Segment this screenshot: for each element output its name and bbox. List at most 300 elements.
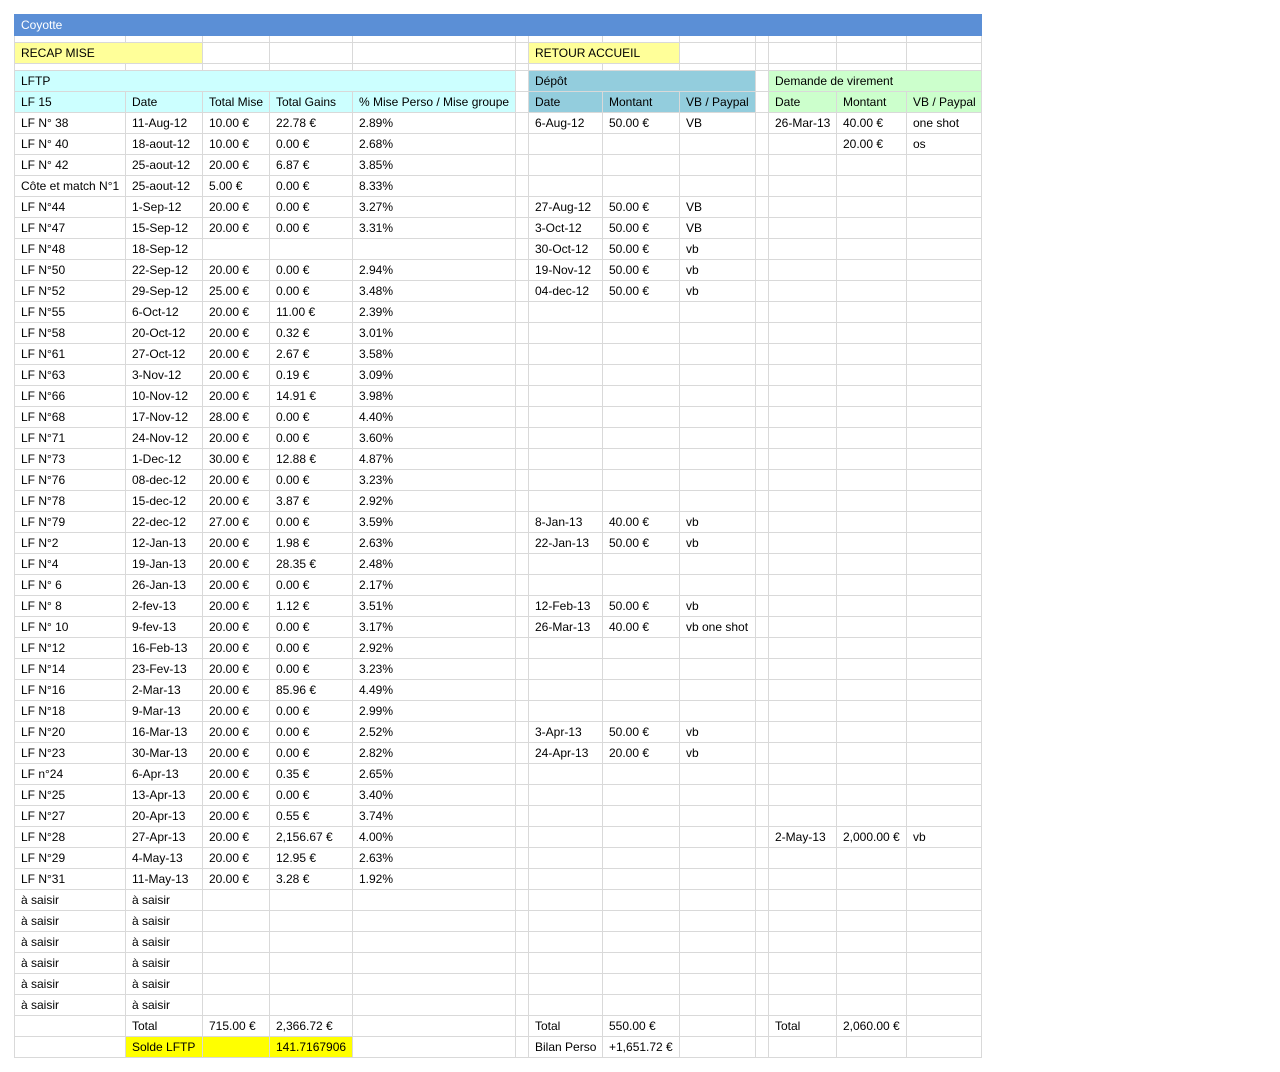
virement-montant-cell: [837, 722, 907, 743]
virement-mode-cell: [907, 701, 982, 722]
lf-name-cell: LF N°16: [15, 680, 126, 701]
depot-date-cell: [529, 659, 603, 680]
virement-montant-cell: [837, 953, 907, 974]
depot-mode-cell: [680, 890, 756, 911]
virement-montant-cell: [837, 680, 907, 701]
table-row: [15, 281, 982, 302]
total-mise-cell: [203, 974, 270, 995]
spacer-cell: [516, 197, 529, 218]
depot-date-cell: [529, 302, 603, 323]
virement-date-cell: [769, 281, 837, 302]
virement-mode-cell: [907, 407, 982, 428]
spacer-cell: [756, 281, 769, 302]
lf-name-cell: LF N°76: [15, 470, 126, 491]
spacer-cell: [516, 449, 529, 470]
depot-mode-cell: [680, 323, 756, 344]
virement-date-cell: [769, 659, 837, 680]
total-mise-cell: 20.00 €: [203, 218, 270, 239]
spacer-cell: [756, 722, 769, 743]
table-row: [15, 302, 982, 323]
depot-montant-cell: [603, 974, 680, 995]
empty-cell: [907, 36, 982, 43]
lf-date-cell: à saisir: [126, 890, 203, 911]
depot-montant-cell: 50.00 €: [603, 218, 680, 239]
lf-name-cell: à saisir: [15, 974, 126, 995]
mise-percent-cell: 2.99%: [353, 701, 516, 722]
table-row: [15, 722, 982, 743]
virement-date-cell: [769, 365, 837, 386]
depot-date-cell: [529, 827, 603, 848]
depot-date-cell: [529, 407, 603, 428]
spacer-cell: [516, 533, 529, 554]
depot-montant-cell: [603, 911, 680, 932]
depot-mode-cell: [680, 575, 756, 596]
table-row: [15, 386, 982, 407]
virement-mode-cell: [907, 848, 982, 869]
empty-cell: [769, 64, 837, 71]
depot-montant-cell: [603, 134, 680, 155]
total-mise-cell: 20.00 €: [203, 302, 270, 323]
total-mise-cell: 20.00 €: [203, 344, 270, 365]
empty-cell: [769, 36, 837, 43]
empty-cell: [353, 64, 516, 71]
virement-montant-cell: 20.00 €: [837, 134, 907, 155]
spacer-cell: [756, 197, 769, 218]
empty-cell: [353, 43, 516, 64]
spacer-cell: [516, 743, 529, 764]
depot-date-cell: [529, 911, 603, 932]
lf-date-cell: 23-Fev-13: [126, 659, 203, 680]
virement-montant-cell: [837, 491, 907, 512]
total-mise-cell: 20.00 €: [203, 533, 270, 554]
recap-mise-link[interactable]: RECAP MISE: [15, 43, 203, 64]
total-mise-cell: 20.00 €: [203, 575, 270, 596]
depot-mode-cell: vb: [680, 239, 756, 260]
lf-date-cell: 27-Oct-12: [126, 344, 203, 365]
data-rows: [15, 113, 982, 1016]
mise-percent-cell: 2.63%: [353, 533, 516, 554]
spacer-cell: [516, 281, 529, 302]
section-lftp: LFTP: [15, 71, 516, 92]
virement-date-cell: [769, 575, 837, 596]
depot-mode-cell: [680, 806, 756, 827]
virement-montant-cell: [837, 344, 907, 365]
depot-date-cell: [529, 953, 603, 974]
empty-cell: [529, 64, 603, 71]
virement-date-cell: [769, 890, 837, 911]
lf-date-cell: 26-Jan-13: [126, 575, 203, 596]
lf-name-cell: LF N°2: [15, 533, 126, 554]
lf-name-cell: LF N°79: [15, 512, 126, 533]
virement-date-cell: [769, 617, 837, 638]
depot-date-cell: [529, 449, 603, 470]
table-row: [15, 995, 982, 1016]
total-mise-cell: 20.00 €: [203, 491, 270, 512]
depot-date-cell: 19-Nov-12: [529, 260, 603, 281]
depot-montant-cell: 40.00 €: [603, 512, 680, 533]
total-gains-cell: [270, 995, 353, 1016]
mise-percent-cell: 3.40%: [353, 785, 516, 806]
spacer-cell: [516, 43, 529, 64]
depot-montant-cell: [603, 407, 680, 428]
lf-date-cell: 11-May-13: [126, 869, 203, 890]
spacer-cell: [516, 239, 529, 260]
empty-cell: [15, 64, 126, 71]
spacer-cell: [756, 176, 769, 197]
total-gains-cell: 0.55 €: [270, 806, 353, 827]
mise-percent-cell: 3.58%: [353, 344, 516, 365]
lf-date-cell: 17-Nov-12: [126, 407, 203, 428]
depot-date-cell: [529, 344, 603, 365]
depot-mode-cell: vb: [680, 743, 756, 764]
virement-montant-cell: [837, 260, 907, 281]
total-mise-cell: 20.00 €: [203, 701, 270, 722]
total-mise-cell: [203, 911, 270, 932]
lf-name-cell: à saisir: [15, 953, 126, 974]
lf-name-cell: à saisir: [15, 890, 126, 911]
depot-montant-cell: [603, 890, 680, 911]
spacer-cell: [516, 218, 529, 239]
header-depot-date: Date: [529, 92, 603, 113]
virement-date-cell: [769, 533, 837, 554]
table-row: [15, 827, 982, 848]
table-row: [15, 239, 982, 260]
mise-percent-cell: 2.94%: [353, 260, 516, 281]
mise-percent-cell: 2.92%: [353, 491, 516, 512]
lf-name-cell: LF N°48: [15, 239, 126, 260]
spacer-cell: [756, 827, 769, 848]
virement-mode-cell: [907, 365, 982, 386]
table-row: [15, 197, 982, 218]
table-row: [15, 743, 982, 764]
depot-date-cell: 3-Apr-13: [529, 722, 603, 743]
lf-name-cell: LF N°14: [15, 659, 126, 680]
empty-cell: [837, 64, 907, 71]
virement-mode-cell: [907, 659, 982, 680]
empty-cell: [529, 36, 603, 43]
virement-montant-cell: [837, 302, 907, 323]
mise-percent-cell: 3.51%: [353, 596, 516, 617]
virement-date-cell: [769, 155, 837, 176]
depot-montant-cell: [603, 176, 680, 197]
virement-mode-cell: [907, 176, 982, 197]
depot-montant-cell: 50.00 €: [603, 722, 680, 743]
lf-date-cell: 13-Apr-13: [126, 785, 203, 806]
lf-date-cell: à saisir: [126, 995, 203, 1016]
spreadsheet-table: [14, 14, 982, 1058]
spacer-cell: [756, 869, 769, 890]
depot-montant-cell: [603, 386, 680, 407]
table-row: [15, 407, 982, 428]
virement-date-cell: 26-Mar-13: [769, 113, 837, 134]
spacer-cell: [756, 43, 769, 64]
total-mise-cell: 20.00 €: [203, 155, 270, 176]
total-mise-value: 715.00 €: [203, 1016, 270, 1037]
virement-montant-cell: [837, 848, 907, 869]
total-mise-cell: 20.00 €: [203, 722, 270, 743]
depot-date-cell: [529, 932, 603, 953]
total-mise-cell: 20.00 €: [203, 764, 270, 785]
depot-date-cell: 3-Oct-12: [529, 218, 603, 239]
lf-date-cell: 16-Feb-13: [126, 638, 203, 659]
virement-date-cell: [769, 260, 837, 281]
spacer-cell: [756, 932, 769, 953]
depot-mode-cell: [680, 554, 756, 575]
virement-date-cell: [769, 218, 837, 239]
total-mise-cell: [203, 995, 270, 1016]
depot-mode-cell: [680, 176, 756, 197]
lf-date-cell: 15-dec-12: [126, 491, 203, 512]
table-row: [15, 428, 982, 449]
table-row: [15, 932, 982, 953]
lf-name-cell: LF N°52: [15, 281, 126, 302]
lf-name-cell: LF N°71: [15, 428, 126, 449]
total-mise-cell: [203, 239, 270, 260]
virement-mode-cell: [907, 428, 982, 449]
depot-date-cell: 8-Jan-13: [529, 512, 603, 533]
depot-montant-cell: [603, 323, 680, 344]
virement-mode-cell: [907, 533, 982, 554]
depot-date-cell: 6-Aug-12: [529, 113, 603, 134]
lf-name-cell: LF N°25: [15, 785, 126, 806]
total-gains-cell: 3.87 €: [270, 491, 353, 512]
table-row: [15, 890, 982, 911]
depot-montant-cell: [603, 848, 680, 869]
virement-mode-cell: [907, 617, 982, 638]
mise-percent-cell: 2.52%: [353, 722, 516, 743]
sheet-title: Coyotte: [15, 15, 982, 36]
total-gains-cell: 2,156.67 €: [270, 827, 353, 848]
empty-cell: [353, 1016, 516, 1037]
virement-date-cell: [769, 407, 837, 428]
virement-mode-cell: [907, 890, 982, 911]
retour-accueil-link[interactable]: RETOUR ACCUEIL: [529, 43, 680, 64]
virement-date-cell: [769, 974, 837, 995]
empty-cell: [769, 1037, 837, 1058]
spacer-cell: [516, 407, 529, 428]
total-gains-cell: 1.12 €: [270, 596, 353, 617]
virement-mode-cell: [907, 680, 982, 701]
spacer-cell: [516, 869, 529, 890]
virement-montant-cell: 2,000.00 €: [837, 827, 907, 848]
lf-name-cell: LF N° 38: [15, 113, 126, 134]
depot-montant-cell: [603, 932, 680, 953]
mise-percent-cell: 3.27%: [353, 197, 516, 218]
empty-cell: [203, 36, 270, 43]
depot-date-cell: 12-Feb-13: [529, 596, 603, 617]
lf-name-cell: LF n°24: [15, 764, 126, 785]
spacer-cell: [516, 491, 529, 512]
total-mise-cell: 28.00 €: [203, 407, 270, 428]
spacer-cell: [756, 302, 769, 323]
depot-date-cell: [529, 701, 603, 722]
virement-mode-cell: [907, 491, 982, 512]
depot-date-cell: [529, 575, 603, 596]
depot-mode-cell: [680, 932, 756, 953]
mise-percent-cell: [353, 953, 516, 974]
lf-date-cell: 20-Oct-12: [126, 323, 203, 344]
spacer-cell: [516, 554, 529, 575]
spacer-cell: [516, 827, 529, 848]
table-row: [15, 155, 982, 176]
virement-mode-cell: [907, 302, 982, 323]
mise-percent-cell: 2.39%: [353, 302, 516, 323]
empty-cell: [907, 64, 982, 71]
depot-montant-cell: 50.00 €: [603, 533, 680, 554]
spacer-cell: [756, 575, 769, 596]
spacer-cell: [756, 113, 769, 134]
lf-date-cell: 24-Nov-12: [126, 428, 203, 449]
totals-row: [15, 1016, 982, 1037]
mise-percent-cell: 3.59%: [353, 512, 516, 533]
lf-date-cell: à saisir: [126, 953, 203, 974]
mise-percent-cell: 3.60%: [353, 428, 516, 449]
spacer-cell: [516, 323, 529, 344]
total-gains-cell: 0.00 €: [270, 743, 353, 764]
total-gains-cell: 0.00 €: [270, 134, 353, 155]
lf-date-cell: 08-dec-12: [126, 470, 203, 491]
mise-percent-cell: 2.48%: [353, 554, 516, 575]
table-row: [15, 911, 982, 932]
depot-mode-cell: [680, 869, 756, 890]
empty-cell: [907, 1016, 982, 1037]
depot-montant-cell: [603, 869, 680, 890]
total-gains-cell: [270, 974, 353, 995]
table-row: [15, 554, 982, 575]
spacer-cell: [516, 260, 529, 281]
virement-mode-cell: [907, 785, 982, 806]
table-row: [15, 533, 982, 554]
total-mise-cell: 20.00 €: [203, 806, 270, 827]
total-mise-cell: 20.00 €: [203, 197, 270, 218]
virement-montant-cell: [837, 638, 907, 659]
total-mise-cell: 20.00 €: [203, 785, 270, 806]
virement-mode-cell: [907, 218, 982, 239]
virement-montant-cell: [837, 365, 907, 386]
depot-mode-cell: [680, 155, 756, 176]
virement-date-cell: [769, 743, 837, 764]
virement-montant-cell: [837, 974, 907, 995]
virement-montant-cell: [837, 512, 907, 533]
depot-montant-cell: [603, 827, 680, 848]
depot-date-cell: [529, 134, 603, 155]
depot-mode-cell: [680, 344, 756, 365]
empty-cell: [837, 1037, 907, 1058]
depot-date-cell: [529, 386, 603, 407]
total-gains-cell: [270, 932, 353, 953]
lf-name-cell: à saisir: [15, 932, 126, 953]
header-depot-mode: VB / Paypal: [680, 92, 756, 113]
spacer-cell: [516, 92, 529, 113]
lf-name-cell: LF N°28: [15, 827, 126, 848]
depot-date-cell: [529, 323, 603, 344]
empty-cell: [907, 1037, 982, 1058]
depot-montant-cell: 50.00 €: [603, 596, 680, 617]
depot-montant-cell: [603, 491, 680, 512]
virement-mode-cell: vb: [907, 827, 982, 848]
lf-name-cell: LF N°61: [15, 344, 126, 365]
depot-mode-cell: [680, 848, 756, 869]
lf-date-cell: 4-May-13: [126, 848, 203, 869]
virement-montant-cell: [837, 890, 907, 911]
spacer-cell: [516, 680, 529, 701]
lf-date-cell: 1-Sep-12: [126, 197, 203, 218]
empty-cell: [769, 43, 837, 64]
total-mise-cell: 20.00 €: [203, 680, 270, 701]
empty-cell: [270, 43, 353, 64]
header-mise-percent: % Mise Perso / Mise groupe: [353, 92, 516, 113]
solde-label: Solde LFTP: [126, 1037, 203, 1058]
virement-mode-cell: [907, 449, 982, 470]
virement-montant-cell: [837, 785, 907, 806]
virement-montant-cell: [837, 407, 907, 428]
mise-percent-cell: 2.89%: [353, 113, 516, 134]
lf-date-cell: 18-aout-12: [126, 134, 203, 155]
virement-mode-cell: [907, 197, 982, 218]
depot-date-cell: [529, 806, 603, 827]
total-gains-cell: 0.00 €: [270, 701, 353, 722]
virement-date-cell: [769, 953, 837, 974]
empty-cell: [603, 64, 680, 71]
spacer-cell: [516, 764, 529, 785]
lf-name-cell: à saisir: [15, 995, 126, 1016]
total-mise-cell: [203, 932, 270, 953]
virement-mode-cell: [907, 575, 982, 596]
virement-montant-cell: [837, 617, 907, 638]
mise-percent-cell: [353, 239, 516, 260]
depot-montant-cell: [603, 701, 680, 722]
depot-mode-cell: [680, 491, 756, 512]
spacer-cell: [516, 470, 529, 491]
table-row: [15, 218, 982, 239]
virement-date-cell: [769, 596, 837, 617]
total-gains-cell: 2.67 €: [270, 344, 353, 365]
virement-date-cell: [769, 302, 837, 323]
depot-date-cell: 30-Oct-12: [529, 239, 603, 260]
lf-name-cell: Côte et match N°1: [15, 176, 126, 197]
depot-montant-cell: [603, 302, 680, 323]
virement-mode-cell: [907, 764, 982, 785]
total-gains-cell: 14.91 €: [270, 386, 353, 407]
virement-total-label: Total: [769, 1016, 837, 1037]
spacer-cell: [756, 554, 769, 575]
mise-percent-cell: 3.74%: [353, 806, 516, 827]
spacer-cell: [516, 911, 529, 932]
lf-name-cell: LF N°18: [15, 701, 126, 722]
depot-date-cell: 04-dec-12: [529, 281, 603, 302]
empty-cell: [680, 36, 756, 43]
total-gains-cell: 0.00 €: [270, 512, 353, 533]
table-row: [15, 134, 982, 155]
total-mise-cell: 20.00 €: [203, 869, 270, 890]
title-row: [15, 15, 982, 36]
depot-montant-cell: [603, 659, 680, 680]
spacer-cell: [516, 785, 529, 806]
virement-montant-cell: [837, 869, 907, 890]
depot-date-cell: [529, 974, 603, 995]
table-row: [15, 659, 982, 680]
total-mise-cell: 20.00 €: [203, 596, 270, 617]
spacer-cell: [756, 239, 769, 260]
depot-montant-cell: [603, 764, 680, 785]
virement-montant-cell: [837, 533, 907, 554]
empty-cell: [15, 1037, 126, 1058]
mise-percent-cell: 2.65%: [353, 764, 516, 785]
lf-date-cell: 11-Aug-12: [126, 113, 203, 134]
spacer-cell: [516, 113, 529, 134]
table-row: [15, 470, 982, 491]
header-date: Date: [126, 92, 203, 113]
